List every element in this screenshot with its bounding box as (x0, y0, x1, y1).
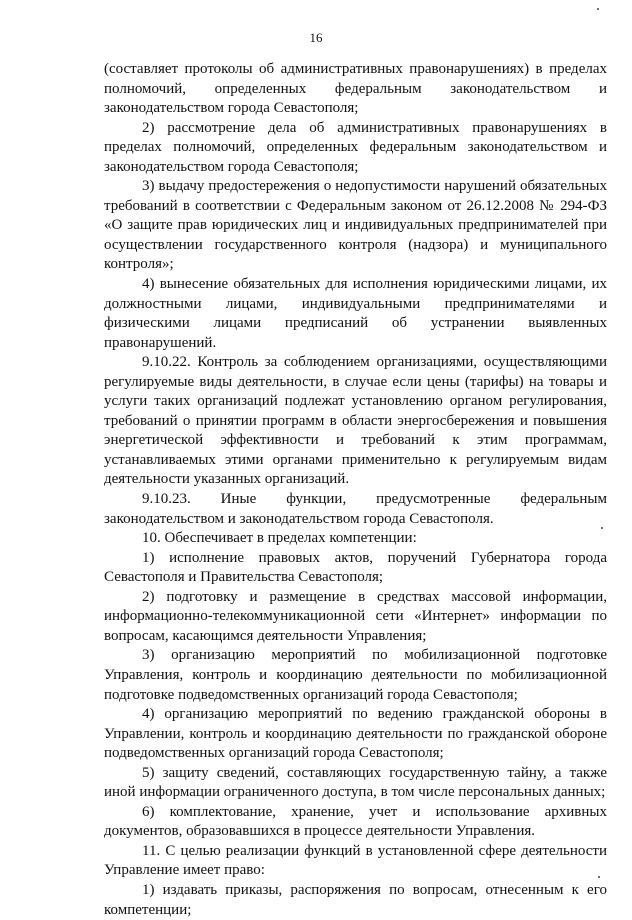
section-10-item-5: 5) защиту сведений, составляющих государственную тайну, а также иной информации ограниченного доступа, в том числе персональных данных; (104, 764, 607, 801)
scan-speck (597, 8, 599, 10)
paragraph-3: 3) выдачу предостережения о недопустимости нарушений обязательных требований в соответствии с Федеральным законом от 26.12.2008 № 294-ФЗ «О защите прав юридических лиц и индивидуальных предпринимателей при осуществлении государственного контроля (надзора) и муниципального контроля»; (104, 178, 607, 273)
section-10-heading: 10. Обеспечивает в пределах компетенции: (142, 530, 417, 547)
section-10-item-4: 4) организацию мероприятий по ведению гражданской обороны в Управлении, контроль и координацию деятельности по гражданской обороне подведомственных организаций города Севастополя; (104, 706, 607, 762)
paragraph-1-continuation: (составляет протоколы об административных правонарушениях) в пределах полномочий, определенных федеральным законодательством и законодательством города Севастополя; (104, 61, 607, 117)
section-11-item-1: 1) издавать приказы, распоряжения по вопросам, отнесенным к его компетенции; (104, 881, 607, 918)
scan-speck (598, 876, 600, 878)
document-body (104, 60, 607, 920)
section-11-heading: 11. С целью реализации функций в установленной сфере деятельности Управление имеет право: (104, 842, 607, 879)
paragraph-2: 2) рассмотрение дела об административных правонарушениях в пределах полномочий, определенных федеральным законодательством и законодательством города Севастополя; (104, 119, 607, 175)
paragraph-9-10-22: 9.10.22. Контроль за соблюдением организациями, осуществляющими регулируемые виды деятельности, в случае если цены (тарифы) на товары и услуги таких организаций подлежат установлению органом регулирования, требований о принятии программ в области энергосбережения и повышения энергетической эффективности и требований к этим программам, устанавливаемых этими органами применительно к регулируемым видам деятельности указанных организаций. (104, 354, 607, 488)
page-number: 16 (309, 30, 323, 45)
section-10-item-2: 2) подготовку и размещение в средствах массовой информации, информационно-телекоммуникационной сети «Интернет» информации по вопросам, касающимся деятельности Управления; (104, 588, 607, 644)
section-10-item-6: 6) комплектование, хранение, учет и использование архивных документов, образовавшихся в процессе деятельности Управления. (104, 803, 607, 840)
section-10-item-3: 3) организацию мероприятий по мобилизационной подготовке Управления, контроль и координацию деятельности по мобилизационной подготовке подведомственных организаций города Севастополя; (104, 647, 607, 703)
scan-speck (601, 527, 603, 529)
paragraph-4: 4) вынесение обязательных для исполнения юридическими лицами, их должностными лицами, индивидуальными предпринимателями и физическими лицами предписаний об устранении выявленных правонарушений. (104, 276, 607, 351)
section-10-item-1: 1) исполнение правовых актов, поручений Губернатора города Севастополя и Правительства Севастополя; (104, 549, 607, 586)
paragraph-9-10-23: 9.10.23. Иные функции, предусмотренные федеральным законодательством и законодательством города Севастополя. (104, 491, 607, 527)
